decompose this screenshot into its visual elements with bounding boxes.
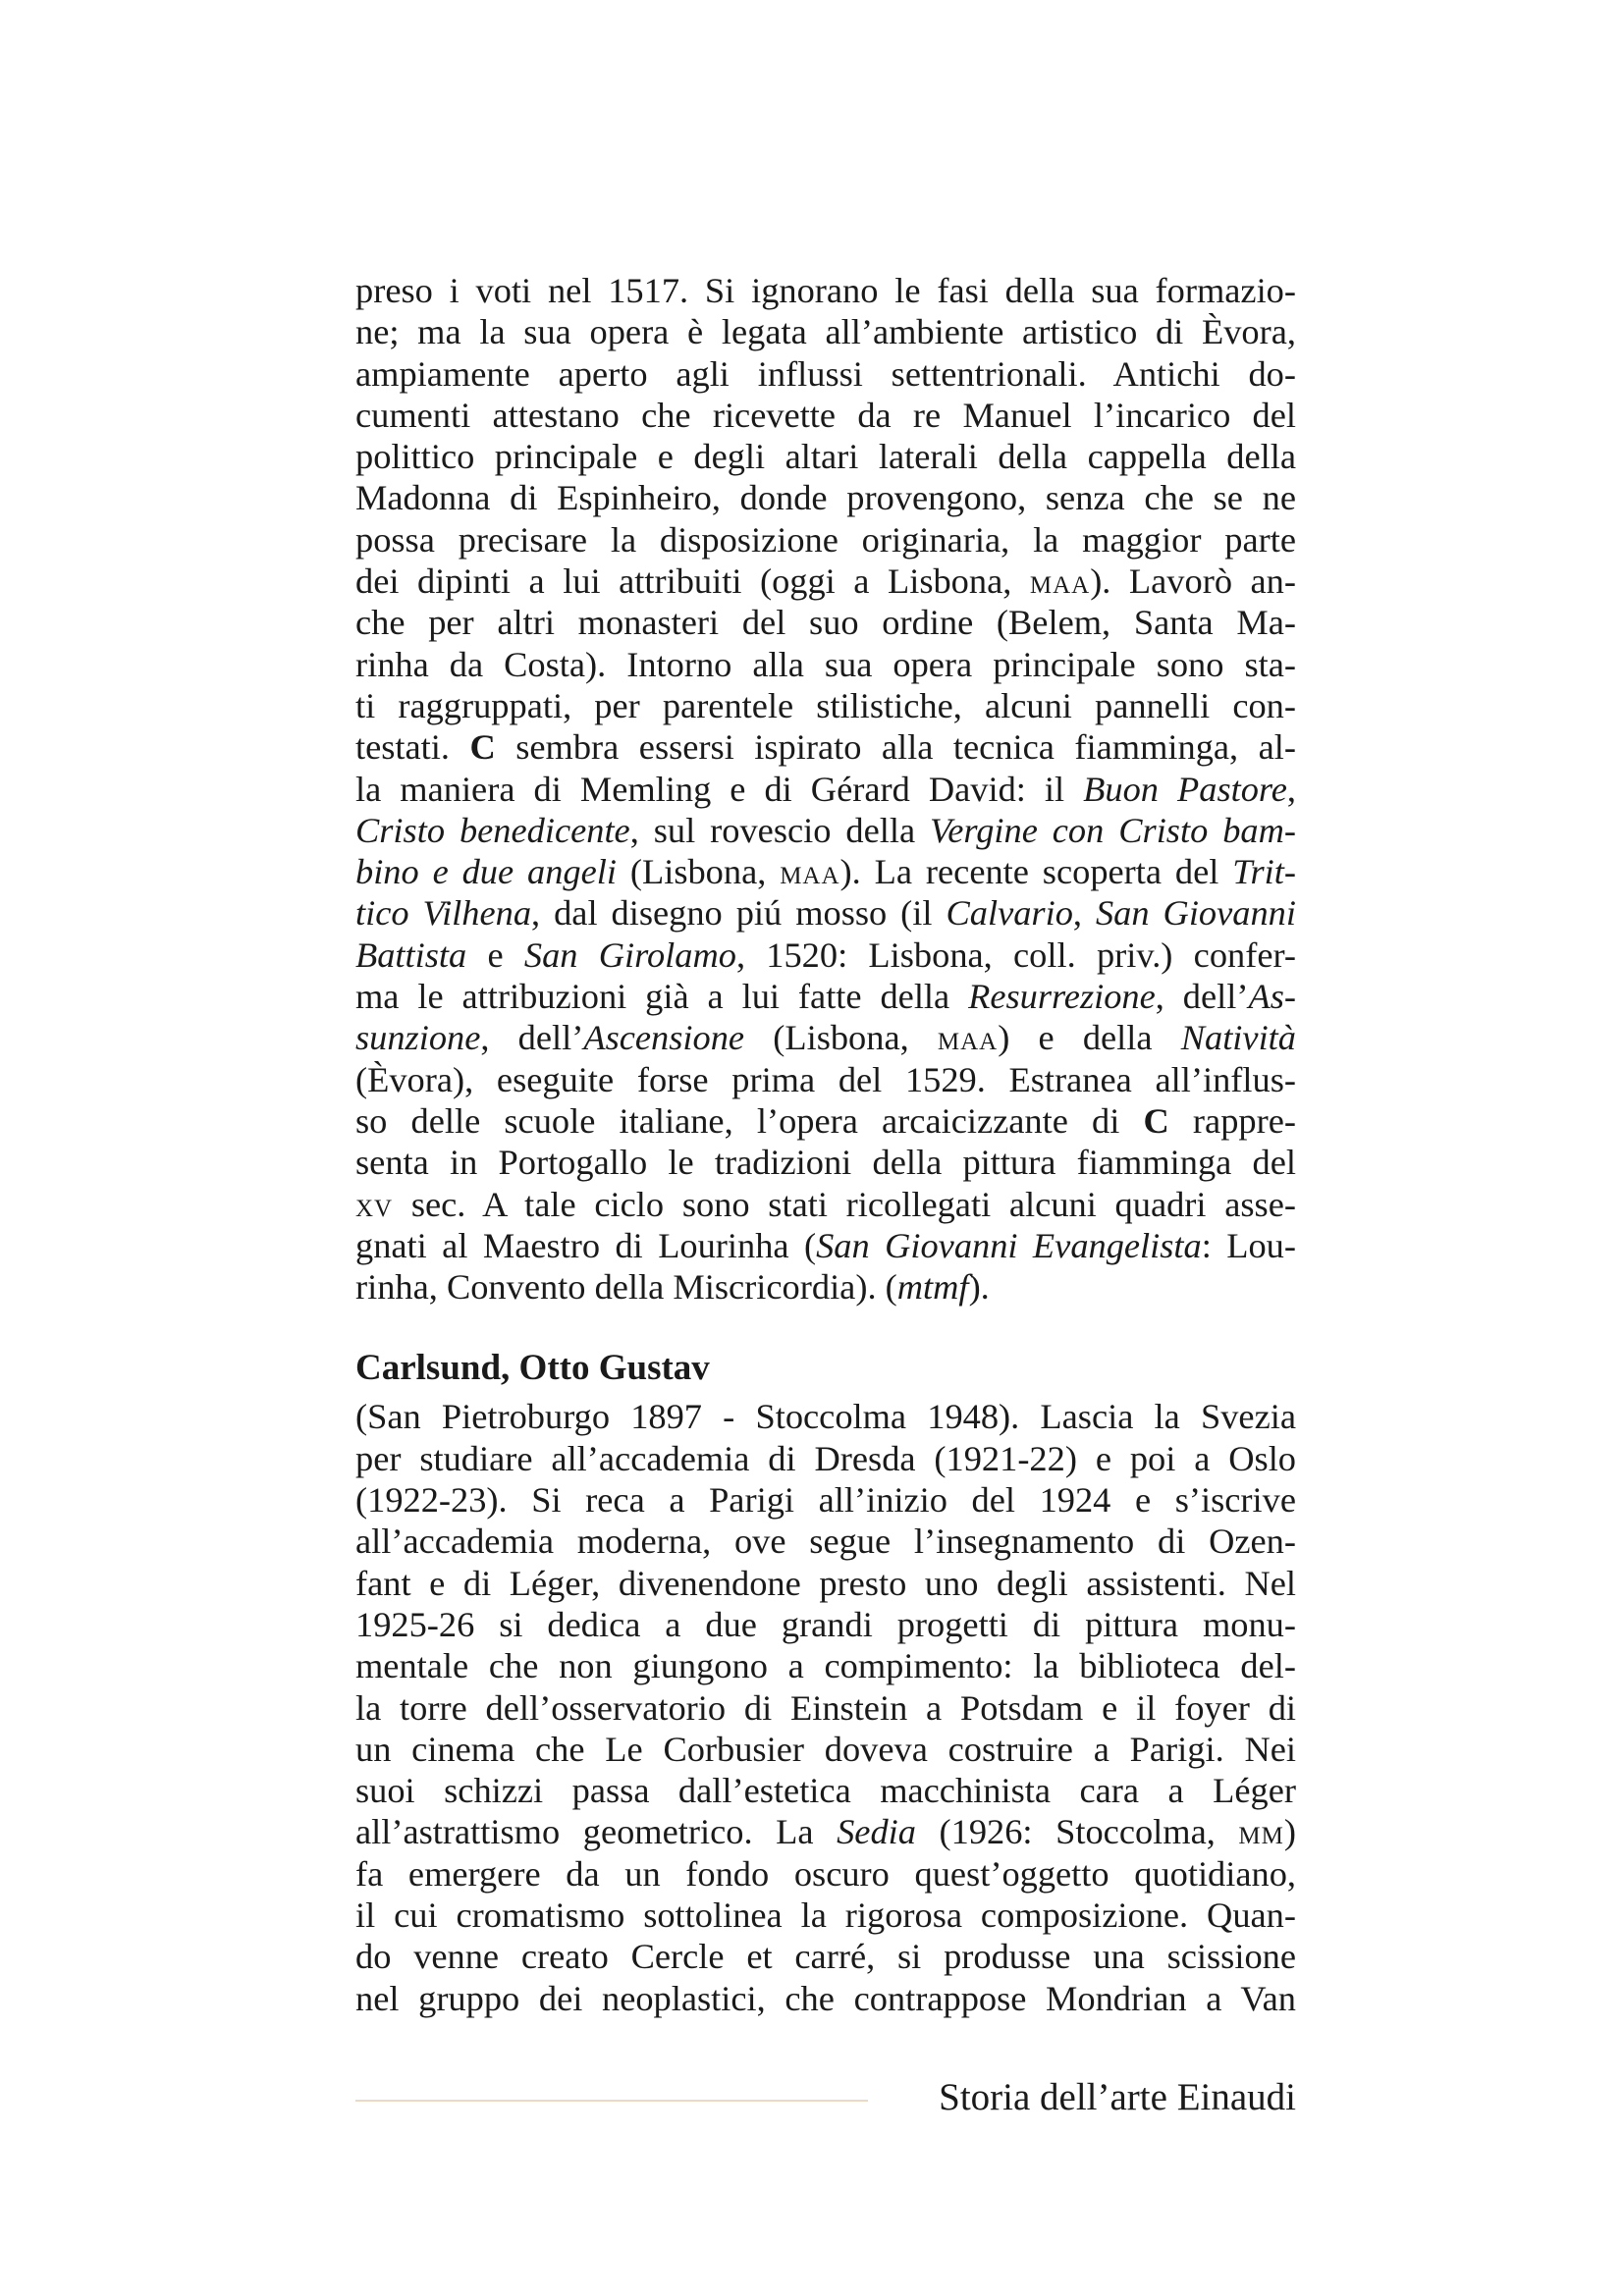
artwork-title: Resurrezione bbox=[968, 977, 1156, 1017]
text-line: mentale che non giungono a compimento: la biblioteca del- bbox=[355, 1646, 1296, 1686]
artwork-title: Cristo benedicente bbox=[355, 810, 630, 850]
text-line: rinha, Convento della Miscricordia). (mtmf). bbox=[355, 1267, 990, 1308]
museum-abbreviation: maa bbox=[937, 1018, 999, 1058]
page-body bbox=[355, 270, 1296, 2019]
text-line: rinha da Costa). Intorno alla sua opera principale sono sta- bbox=[355, 644, 1296, 684]
text-line: gnati al Maestro di Lourinha (San Giovanni Evangelista: Lou- bbox=[355, 1225, 1297, 1265]
text-line: il cui cromatismo sottolinea la rigorosa composizione. Quan- bbox=[355, 1895, 1296, 1935]
entry-heading: Carlsund, Otto Gustav bbox=[355, 1348, 710, 1389]
text-line: (Èvora), eseguite forse prima del 1529. Estranea all’influs- bbox=[355, 1059, 1296, 1099]
text-line: suoi schizzi passa dall’estetica macchinista cara a Léger bbox=[355, 1771, 1296, 1811]
artwork-title: Trit- bbox=[1232, 852, 1296, 892]
text-line: la maniera di Memling e di Gérard David: il Buon Pastore, bbox=[355, 769, 1296, 809]
footer-publisher: Storia dell’arte Einaudi bbox=[939, 2076, 1296, 2118]
artwork-title: Vergine con Cristo bam- bbox=[930, 810, 1296, 850]
text-line: sunzione, dell’Ascensione (Lisbona, maa) e della Natività bbox=[355, 1018, 1296, 1058]
text-line: so delle scuole italiane, l’opera arcaicizzante di C rappre- bbox=[355, 1100, 1296, 1141]
artwork-title: Ascensione bbox=[583, 1018, 745, 1058]
text-line: (1922-23). Si reca a Parigi all’inizio del 1924 e s’iscrive bbox=[355, 1480, 1296, 1521]
text-line: possa precisare la disposizione originaria, la maggior parte bbox=[355, 519, 1296, 560]
text-line: xv sec. A tale ciclo sono stati ricollegati alcuni quadri asse- bbox=[355, 1184, 1296, 1224]
text-line: dei dipinti a lui attribuiti (oggi a Lisbona, maa). Lavorò an- bbox=[355, 561, 1296, 602]
artwork-title: San Girolamo bbox=[523, 934, 736, 975]
text-line: tico Vilhena, dal disegno piú mosso (il Calvario, San Giovanni bbox=[355, 893, 1296, 934]
text-line: (San Pietroburgo 1897 - Stoccolma 1948). Lascia la Svezia bbox=[355, 1397, 1296, 1437]
artwork-title: tico Vilhena bbox=[355, 893, 532, 934]
artwork-title: sunzione bbox=[355, 1018, 481, 1058]
text-line: Cristo benedicente, sul rovescio della Vergine con Cristo bam- bbox=[355, 810, 1296, 850]
text-line: fa emergere da un fondo oscuro quest’oggetto quotidiano, bbox=[355, 1853, 1296, 1894]
text-line: cumenti attestano che ricevette da re Manuel l’incarico del bbox=[355, 395, 1296, 435]
text-line: che per altri monasteri del suo ordine (Belem, Santa Ma- bbox=[355, 603, 1296, 643]
century-numeral: xv bbox=[355, 1184, 394, 1224]
text-line: un cinema che Le Corbusier doveva costruire a Parigi. Nei bbox=[355, 1729, 1296, 1769]
text-line: preso i voti nel 1517. Si ignorano le fasi della sua formazio- bbox=[355, 271, 1296, 310]
museum-abbreviation: maa bbox=[1029, 561, 1091, 602]
museum-abbreviation: maa bbox=[780, 852, 840, 892]
text-line: per studiare all’accademia di Dresda (1921-22) e poi a Oslo bbox=[355, 1438, 1296, 1478]
page-footer bbox=[355, 2073, 1296, 2122]
text-line: nel gruppo dei neoplastici, che contrappose Mondrian a Van bbox=[355, 1978, 1296, 2018]
artwork-title: San Giovanni bbox=[1095, 893, 1296, 934]
entry-text-continued bbox=[355, 270, 1296, 1308]
artist-initial: C bbox=[469, 727, 496, 768]
artwork-title: As- bbox=[1248, 977, 1296, 1017]
text-line: bino e due angeli (Lisbona, maa). La recente scoperta del Trit- bbox=[355, 852, 1296, 892]
artwork-title: Buon Pastore bbox=[1083, 769, 1287, 809]
text-line: all’accademia moderna, ove segue l’insegnamento di Ozen- bbox=[355, 1522, 1296, 1562]
artwork-title: Calvario bbox=[946, 893, 1073, 934]
entry-text-carlsund bbox=[355, 1396, 1296, 2018]
artwork-title: Battista bbox=[355, 934, 467, 975]
text-line: ampiamente aperto agli influssi settentrionali. Antichi do- bbox=[355, 353, 1296, 394]
text-line: all’astrattismo geometrico. La Sedia (1926: Stoccolma, mm) bbox=[355, 1812, 1297, 1852]
text-line: do venne creato Cercle et carré, si produsse una scissione bbox=[355, 1937, 1296, 1977]
text-line: Madonna di Espinheiro, donde provengono, senza che se ne bbox=[355, 478, 1296, 518]
artwork-title: bino e due angeli bbox=[355, 852, 617, 892]
text-line: 1925-26 si dedica a due grandi progetti di pittura monu- bbox=[355, 1604, 1296, 1644]
text-line: polittico principale e degli altari laterali della cappella della bbox=[355, 437, 1296, 477]
text-line: ne; ma la sua opera è legata all’ambiente artistico di Èvora, bbox=[355, 312, 1296, 352]
artwork-title: Sedia bbox=[837, 1812, 916, 1852]
museum-abbreviation: mm bbox=[1238, 1812, 1284, 1852]
text-line: Battista e San Girolamo, 1520: Lisbona, coll. priv.) confer- bbox=[355, 934, 1296, 975]
text-line: la torre dell’osservatorio di Einstein a Potsdam e il foyer di bbox=[355, 1687, 1296, 1728]
artwork-title: Natività bbox=[1180, 1018, 1296, 1058]
footer-rule bbox=[355, 2100, 868, 2102]
text-line: ti raggruppati, per parentele stilistiche, alcuni pannelli con- bbox=[355, 685, 1296, 725]
text-line: fant e di Léger, divenendone presto uno degli assistenti. Nel bbox=[355, 1563, 1296, 1603]
author-initials: mtmf bbox=[896, 1267, 969, 1308]
text-line: senta in Portogallo le tradizioni della pittura fiamminga del bbox=[355, 1143, 1296, 1183]
artwork-title: San Giovanni Evangelista bbox=[816, 1225, 1202, 1265]
artist-initial: C bbox=[1143, 1100, 1169, 1141]
text-line: testati. C sembra essersi ispirato alla tecnica fiamminga, al- bbox=[355, 727, 1296, 768]
text-line: ma le attribuzioni già a lui fatte della Resurrezione, dell’As- bbox=[355, 977, 1296, 1017]
